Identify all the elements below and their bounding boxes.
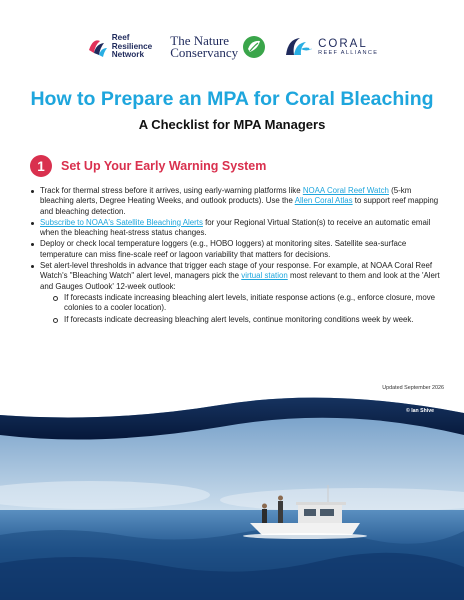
satellite-bleaching-alerts-link[interactable]: Subscribe to NOAA's Satellite Bleaching Alerts (40, 217, 203, 227)
logo-text-line: Network (111, 50, 145, 60)
section-number-badge: 1 (30, 155, 52, 177)
nature-conservancy-logo (170, 35, 266, 59)
sub-checklist (40, 293, 440, 325)
noaa-coral-reef-watch-link[interactable]: NOAA Coral Reef Watch (302, 186, 389, 195)
sub-checklist-item: If forecasts indicate decreasing bleaching alert levels, continue monitoring conditions week by week. (40, 315, 440, 325)
logo-text-line: Conservancy (170, 45, 239, 60)
checklist (28, 186, 440, 325)
section-header (30, 155, 266, 177)
virtual-station-link[interactable]: virtual station (241, 271, 288, 281)
item-text: Deploy or check local temperature loggers (e.g., HOBO loggers) at monitoring sites. Satellite sea-surface temperature can miss fine-scale reef or lagoon variability that matters for decisions. (40, 239, 407, 259)
item-text: most relevant to them and look at the 'Alert and Gauges Outlook' 12-week outlook: (40, 271, 440, 291)
item-text: to support reef mapping and bleaching detection. (40, 196, 439, 216)
checklist-content (28, 186, 440, 326)
checklist-item (28, 186, 440, 217)
checklist-item (28, 218, 440, 239)
partner-logos (0, 30, 464, 64)
logo-text-line: Resilience (111, 41, 153, 51)
leaf-globe-icon (242, 35, 266, 59)
logo-text-line: REEF ALLIANCE (318, 49, 379, 56)
logo-text-line: CORAL (318, 37, 368, 50)
section-title: Set Up Your Early Warning System (61, 159, 267, 173)
coral-reef-alliance-logo (284, 35, 378, 59)
item-text: for your Regional Virtual Station(s) to receive an automatic email when the bleaching heat-stress status changes. (40, 217, 431, 238)
page-subtitle: A Checklist for MPA Managers (138, 117, 326, 132)
checklist-item (28, 261, 440, 325)
reef-resilience-network-logo (86, 34, 153, 60)
logo-text-line: Reef (111, 33, 130, 43)
checklist-item (28, 239, 440, 260)
page-title: How to Prepare an MPA for Coral Bleaching (30, 88, 434, 110)
item-text: Set alert-level thresholds in advance that trigger each stage of your response. For example, at NOAA Coral Reef Watch's "Bleaching Watch" alert level, managers pick the (40, 261, 433, 281)
wave-fish-icon (284, 35, 314, 59)
item-text: (5-km bleaching alerts, Degree Heating Weeks, and outlook products). Use the (40, 186, 412, 206)
allen-coral-atlas-link[interactable]: Allen Coral Atlas (294, 196, 353, 206)
item-text: Track for thermal stress before it arrives, using early-warning platforms like (40, 186, 303, 195)
photo-credit: © Ian Shive (405, 408, 434, 414)
logo-text-line: The Nature (170, 33, 230, 48)
sub-checklist-item: If forecasts indicate increasing bleaching alert levels, initiate response actions (e.g., enforce closure, move colonies to a cooler location). (40, 293, 440, 314)
ocean-boat-photo (0, 385, 464, 600)
fish-heads-icon (86, 36, 108, 58)
updated-date: Updated September 2026 (382, 385, 444, 391)
